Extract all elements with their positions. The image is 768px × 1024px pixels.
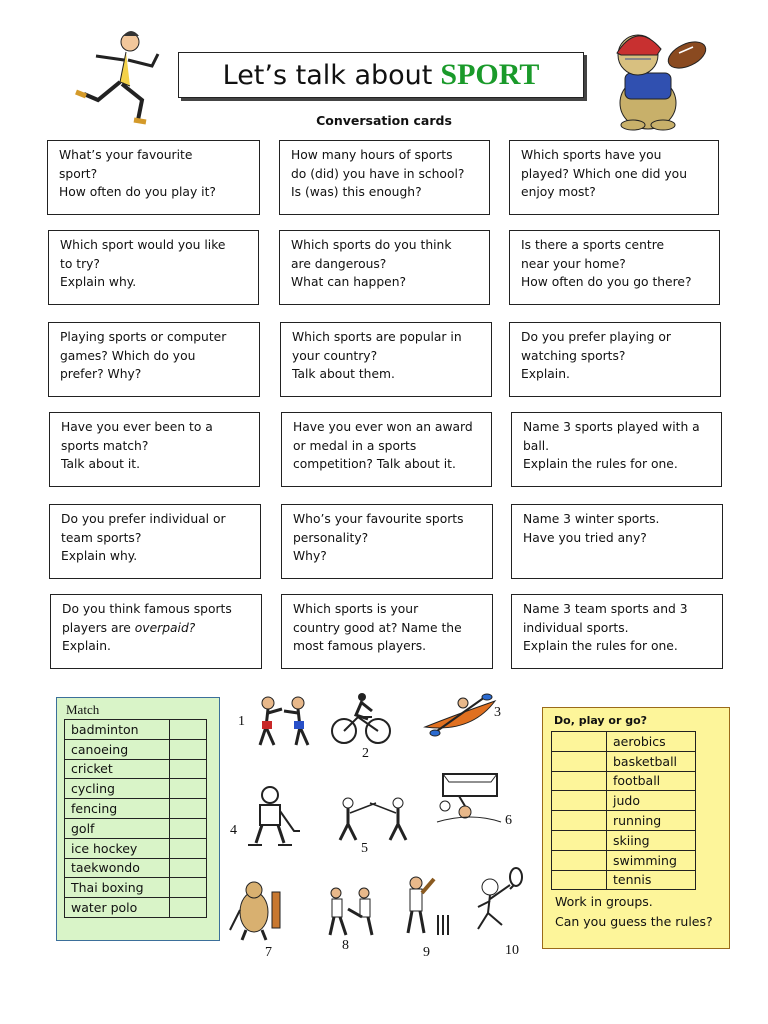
activity-name: running — [607, 811, 696, 831]
verb-answer-cell[interactable] — [552, 791, 607, 811]
card: What’s your favourite sport? How often do you play it? — [47, 140, 260, 215]
verb-answer-cell[interactable] — [552, 830, 607, 850]
activity-name: swimming — [607, 850, 696, 870]
match-row — [65, 779, 207, 799]
card — [50, 594, 262, 669]
match-row — [65, 739, 207, 759]
card: Which sports are popular in your country? Talk about them. — [280, 322, 492, 397]
verb-answer-cell[interactable] — [552, 732, 607, 752]
match-row — [65, 720, 207, 740]
thai-boxing-icon — [252, 695, 322, 755]
card: Have you ever been to a sports match? Talk about it. — [49, 412, 260, 487]
do-play-go-row — [552, 791, 696, 811]
picture-number: 4 — [230, 823, 237, 838]
do-play-go-row — [552, 811, 696, 831]
do-play-go-row — [552, 751, 696, 771]
match-answer-cell[interactable] — [170, 779, 207, 799]
card: Is there a sports centre near your home? How often do you go there? — [509, 230, 720, 305]
do-play-go-footer: Work in groups. Can you guess the rules? — [555, 894, 713, 929]
card: Do you prefer individual or team sports? Explain why. — [49, 504, 261, 579]
match-row — [65, 799, 207, 819]
picture-number: 8 — [342, 938, 349, 953]
activity-name: tennis — [607, 870, 696, 890]
verb-answer-cell[interactable] — [552, 811, 607, 831]
cricket-icon — [398, 875, 458, 940]
do-play-go-title: Do, play or go? — [554, 714, 648, 727]
picture-number: 2 — [362, 746, 369, 761]
match-row — [65, 759, 207, 779]
match-sport-name: cricket — [65, 759, 170, 779]
match-table — [64, 719, 207, 918]
do-play-go-row — [552, 870, 696, 890]
card: Which sports is your country good at? Name the most famous players. — [281, 594, 493, 669]
match-row — [65, 858, 207, 878]
do-play-go-row — [552, 830, 696, 850]
match-sport-name: taekwondo — [65, 858, 170, 878]
card: Name 3 sports played with a ball. Explain the rules for one. — [511, 412, 722, 487]
match-sport-name: fencing — [65, 799, 170, 819]
card: Which sports do you think are dangerous? What can happen? — [279, 230, 490, 305]
match-answer-cell[interactable] — [170, 739, 207, 759]
picture-number: 7 — [265, 945, 272, 960]
match-title: Match — [66, 702, 100, 717]
water-polo-icon — [435, 772, 505, 832]
card: Which sport would you like to try? Explain why. — [48, 230, 259, 305]
fencing-icon — [334, 795, 414, 845]
match-sport-name: Thai boxing — [65, 878, 170, 898]
match-sport-name: cycling — [65, 779, 170, 799]
match-sport-name: golf — [65, 818, 170, 838]
do-play-go-row — [552, 732, 696, 752]
match-sport-name: canoeing — [65, 739, 170, 759]
match-answer-cell[interactable] — [170, 858, 207, 878]
card: Who’s your favourite sports personality? Why? — [281, 504, 493, 579]
verb-answer-cell[interactable] — [552, 771, 607, 791]
page-title — [178, 52, 584, 98]
activity-name: basketball — [607, 751, 696, 771]
badminton-icon — [470, 865, 530, 940]
title-highlight: SPORT — [440, 58, 540, 91]
subtitle: Conversation cards — [316, 113, 452, 128]
match-row — [65, 898, 207, 918]
card: Name 3 team sports and 3 individual sports. Explain the rules for one. — [511, 594, 723, 669]
card-text: Do you think famous sports players are — [62, 602, 232, 635]
match-sport-name: water polo — [65, 898, 170, 918]
picture-number: 3 — [494, 705, 501, 720]
match-answer-cell[interactable] — [170, 838, 207, 858]
activity-name: aerobics — [607, 732, 696, 752]
do-play-go-row — [552, 771, 696, 791]
do-play-go-table — [551, 731, 696, 890]
title-prefix: Let’s talk about — [222, 59, 433, 91]
match-row — [65, 878, 207, 898]
ice-hockey-icon — [240, 785, 300, 850]
cycling-icon — [332, 693, 392, 748]
picture-number: 9 — [423, 945, 430, 960]
match-answer-cell[interactable] — [170, 759, 207, 779]
match-sport-name: badminton — [65, 720, 170, 740]
match-answer-cell[interactable] — [170, 878, 207, 898]
activity-name: skiing — [607, 830, 696, 850]
match-answer-cell[interactable] — [170, 898, 207, 918]
match-answer-cell[interactable] — [170, 720, 207, 740]
picture-number: 1 — [238, 714, 245, 729]
canoeing-icon — [423, 695, 498, 740]
card-text-tail: Explain. — [62, 639, 111, 653]
do-play-go-row — [552, 850, 696, 870]
card: Which sports have you played? Which one did you enjoy most? — [509, 140, 719, 215]
picture-number: 5 — [361, 841, 368, 856]
picture-number: 10 — [505, 943, 519, 958]
activity-name: judo — [607, 791, 696, 811]
match-answer-cell[interactable] — [170, 818, 207, 838]
verb-answer-cell[interactable] — [552, 850, 607, 870]
activity-name: football — [607, 771, 696, 791]
card: Playing sports or computer games? Which do you prefer? Why? — [48, 322, 260, 397]
card: Name 3 winter sports. Have you tried any? — [511, 504, 723, 579]
match-row — [65, 818, 207, 838]
card-italic-word: overpaid? — [134, 620, 196, 635]
match-sport-name: ice hockey — [65, 838, 170, 858]
picture-number: 6 — [505, 813, 512, 828]
verb-answer-cell[interactable] — [552, 870, 607, 890]
match-answer-cell[interactable] — [170, 799, 207, 819]
taekwondo-icon — [322, 885, 382, 940]
card: Have you ever won an award or medal in a sports competition? Talk about it. — [281, 412, 492, 487]
verb-answer-cell[interactable] — [552, 751, 607, 771]
card: Do you prefer playing or watching sports? Explain. — [509, 322, 721, 397]
match-row — [65, 838, 207, 858]
card: How many hours of sports do (did) you have in school? Is (was) this enough? — [279, 140, 490, 215]
golf-icon — [226, 880, 286, 945]
